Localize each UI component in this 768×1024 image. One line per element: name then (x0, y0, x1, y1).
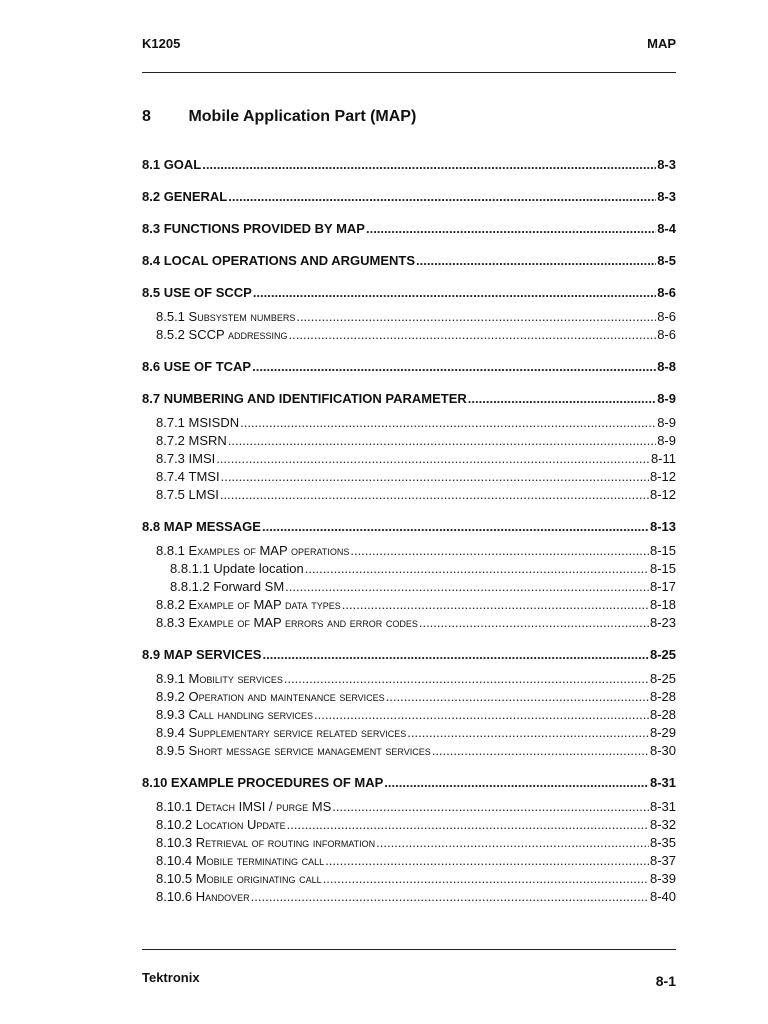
toc-entry-text: Subsystem numbers (188, 309, 296, 324)
toc-entry-page: 8-4 (657, 221, 676, 236)
toc-entry-title (142, 156, 201, 174)
toc-entry-text: GOAL (163, 157, 202, 172)
toc-entry-number: 8.9.3 (156, 707, 189, 722)
toc-entry-page: 8-5 (657, 253, 676, 268)
toc-entry-page: 8-23 (649, 615, 676, 630)
toc-entry[interactable] (142, 284, 676, 302)
toc-entry-page: 8-30 (649, 743, 676, 758)
toc-entry-number: 8.1 (142, 157, 164, 172)
toc-entry-title (156, 414, 239, 432)
toc-entry[interactable] (142, 596, 676, 614)
toc-entry[interactable] (142, 414, 676, 432)
toc-entry-title (156, 742, 431, 760)
toc-entry-text: Mobile terminating call (195, 853, 325, 868)
toc-entry[interactable] (142, 578, 676, 596)
toc-leader-dots (366, 220, 656, 238)
toc-entry-page: 8-31 (649, 775, 676, 790)
toc-entry-number: 8.2 (142, 189, 164, 204)
toc-entry-page: 8-11 (650, 451, 676, 466)
toc-leader-dots (262, 518, 649, 536)
toc-entry-title (142, 252, 415, 270)
toc-entry[interactable] (142, 518, 676, 536)
toc-entry[interactable] (142, 888, 676, 906)
toc-entry[interactable] (142, 450, 676, 468)
toc-entry-number: 8.7.2 (156, 433, 189, 448)
toc-entry-page: 8-9 (657, 433, 676, 448)
toc-entry[interactable] (142, 688, 676, 706)
toc-entry-text: Example of MAP data types (188, 597, 341, 612)
toc-entry-text: GENERAL (163, 189, 228, 204)
toc-entry-number: 8.10 (142, 775, 171, 790)
toc-leader-dots (376, 834, 649, 852)
toc-leader-dots (228, 188, 656, 206)
toc-entry-title (142, 358, 251, 376)
toc-entry-number: 8.9 (142, 647, 164, 662)
toc-entry-text: SCCP addressing (188, 327, 288, 342)
toc-entry-text: Supplementary service related services (188, 725, 407, 740)
toc-entry[interactable] (142, 852, 676, 870)
toc-entry-page: 8-3 (657, 157, 676, 172)
toc-leader-dots (323, 870, 649, 888)
toc-entry-page: 8-37 (649, 853, 676, 868)
toc-entry-title (142, 188, 227, 206)
toc-entry-number: 8.8.2 (156, 597, 189, 612)
toc-entry-title (156, 542, 349, 560)
toc-entry-number: 8.8 (142, 519, 164, 534)
header-rule (142, 72, 676, 73)
toc-entry-text: NUMBERING AND IDENTIFICATION PARAMETER (163, 391, 467, 406)
toc-entry-text: Mobile originating call (195, 871, 322, 886)
toc-entry-text: Operation and maintenance services (188, 689, 385, 704)
toc-leader-dots (296, 308, 656, 326)
toc-entry[interactable] (142, 390, 676, 408)
toc-entry[interactable] (142, 432, 676, 450)
toc-entry-page: 8-9 (657, 391, 676, 406)
toc-leader-dots (325, 852, 649, 870)
toc-entry[interactable] (142, 706, 676, 724)
toc-entry-page: 8-15 (649, 561, 676, 576)
toc-entry-title (156, 670, 283, 688)
footer-rule (142, 949, 676, 950)
toc-entry-number: 8.7.1 (156, 415, 189, 430)
toc-entry-text: Short message service management services (188, 743, 431, 758)
toc-leader-dots (384, 774, 649, 792)
toc-entry-title (156, 486, 219, 504)
toc-entry-page: 8-40 (649, 889, 676, 904)
toc-entry-number: 8.9.2 (156, 689, 189, 704)
toc-entry[interactable] (142, 326, 676, 344)
page-number: 8-1 (655, 973, 676, 989)
toc-entry-page: 8-6 (657, 309, 676, 324)
toc-entry-text: Location Update (195, 817, 286, 832)
toc-entry[interactable] (142, 742, 676, 760)
toc-entry[interactable] (142, 614, 676, 632)
toc-leader-dots (287, 816, 649, 834)
chapter-title: Mobile Application Part (MAP) (188, 108, 417, 125)
chapter-heading (142, 108, 416, 126)
toc-leader-dots (289, 326, 657, 344)
toc-entry-number: 8.5.2 (156, 327, 189, 342)
toc-entry-title (156, 326, 288, 344)
toc-entry-text: LOCAL OPERATIONS AND ARGUMENTS (163, 253, 416, 268)
toc-entry[interactable] (142, 670, 676, 688)
toc-entry[interactable] (142, 646, 676, 664)
toc-leader-dots (221, 468, 649, 486)
toc-entry-page: 8-13 (649, 519, 676, 534)
toc-entry-number: 8.10.2 (156, 817, 196, 832)
toc-entry-text: Example of MAP errors and error codes (188, 615, 418, 630)
toc-entry-title (156, 724, 406, 742)
toc-entry-number: 8.10.3 (156, 835, 196, 850)
toc-entry-page: 8-32 (649, 817, 676, 832)
toc-entry[interactable] (142, 542, 676, 560)
toc-entry-number: 8.5 (142, 285, 164, 300)
toc-entry-page: 8-31 (649, 799, 676, 814)
toc-entry-page: 8-8 (657, 359, 676, 374)
page-header (142, 36, 676, 54)
toc-entry-page: 8-17 (649, 579, 676, 594)
toc-entry-page: 8-29 (649, 725, 676, 740)
toc-entry-page: 8-18 (649, 597, 676, 612)
toc-entry-title (156, 468, 220, 486)
toc-entry[interactable] (142, 220, 676, 238)
toc-entry[interactable] (142, 834, 676, 852)
toc-entry-page: 8-12 (649, 487, 676, 502)
toc-entry[interactable] (142, 870, 676, 888)
toc-entry-title (142, 284, 252, 302)
toc-entry-page: 8-25 (649, 671, 676, 686)
toc-entry-page: 8-28 (649, 689, 676, 704)
toc-leader-dots (228, 432, 656, 450)
toc-entry-number: 8.10.1 (156, 799, 196, 814)
toc-entry-text: MSISDN (188, 415, 240, 430)
toc-entry-number: 8.9.4 (156, 725, 189, 740)
toc-leader-dots (251, 888, 649, 906)
toc-entry[interactable] (142, 774, 676, 792)
toc-entry-number: 8.9.1 (156, 671, 189, 686)
toc-entry-title (156, 870, 322, 888)
toc-entry-number: 8.8.1.1 (170, 561, 214, 576)
toc-entry-title (142, 646, 261, 664)
toc-entry-text: Update location (213, 561, 304, 576)
toc-entry-number: 8.7.3 (156, 451, 189, 466)
toc-entry-page: 8-35 (649, 835, 676, 850)
toc-entry-page: 8-6 (657, 327, 676, 342)
toc-entry-text: Forward SM (213, 579, 285, 594)
toc-entry-text: Retrieval of routing information (195, 835, 376, 850)
toc-entry-text: USE OF TCAP (163, 359, 252, 374)
section-name: MAP (647, 36, 676, 51)
toc-entry-page: 8-39 (649, 871, 676, 886)
publisher-name: Tektronix (142, 970, 200, 985)
toc-entry-text: IMSI (188, 451, 216, 466)
toc-entry[interactable] (142, 486, 676, 504)
toc-entry-text: Mobility services (188, 671, 283, 686)
toc-entry-text: FUNCTIONS PROVIDED BY MAP (163, 221, 365, 236)
toc-leader-dots (314, 706, 649, 724)
toc-entry-title (156, 688, 385, 706)
toc-entry-title (156, 432, 227, 450)
toc-entry-text: MAP MESSAGE (163, 519, 261, 534)
toc-entry-number: 8.3 (142, 221, 164, 236)
toc-entry-title (142, 390, 467, 408)
toc-entry-number: 8.7.5 (156, 487, 189, 502)
toc-entry-title (170, 578, 284, 596)
toc-leader-dots (284, 670, 649, 688)
toc-entry[interactable] (142, 560, 676, 578)
toc-leader-dots (220, 486, 649, 504)
toc-leader-dots (253, 284, 656, 302)
toc-entry-title (156, 614, 418, 632)
toc-leader-dots (350, 542, 649, 560)
toc-leader-dots (432, 742, 649, 760)
toc-entry-text: MAP SERVICES (163, 647, 262, 662)
toc-entry-number: 8.10.6 (156, 889, 196, 904)
toc-entry-text: TMSI (188, 469, 220, 484)
toc-entry[interactable] (142, 816, 676, 834)
toc-leader-dots (386, 688, 649, 706)
toc-entry-page: 8-15 (649, 543, 676, 558)
toc-entry-text: MSRN (188, 433, 227, 448)
toc-entry[interactable] (142, 252, 676, 270)
toc-leader-dots (342, 596, 649, 614)
toc-leader-dots (216, 450, 650, 468)
toc-leader-dots (416, 252, 656, 270)
toc-leader-dots (252, 358, 656, 376)
toc-entry-title (156, 834, 375, 852)
toc-entry-title (156, 816, 286, 834)
toc-leader-dots (240, 414, 656, 432)
toc-entry[interactable] (142, 188, 676, 206)
toc-leader-dots (468, 390, 656, 408)
toc-entry-number: 8.7 (142, 391, 164, 406)
toc-entry[interactable] (142, 358, 676, 376)
toc-leader-dots (262, 646, 649, 664)
toc-entry-title (156, 852, 324, 870)
toc-leader-dots (285, 578, 649, 596)
toc-entry-page: 8-9 (657, 415, 676, 430)
toc-entry-page: 8-25 (649, 647, 676, 662)
table-of-contents (142, 156, 676, 906)
toc-leader-dots (202, 156, 656, 174)
toc-entry-page: 8-3 (657, 189, 676, 204)
toc-entry[interactable] (142, 468, 676, 486)
toc-entry-number: 8.9.5 (156, 743, 189, 758)
toc-entry-title (156, 450, 215, 468)
toc-entry-number: 8.8.1 (156, 543, 189, 558)
toc-entry-number: 8.4 (142, 253, 164, 268)
toc-entry[interactable] (142, 156, 676, 174)
page-footer (142, 969, 676, 989)
toc-entry-title (156, 706, 313, 724)
toc-entry-text: Detach IMSI / purge MS (195, 799, 332, 814)
toc-entry-number: 8.8.1.2 (170, 579, 214, 594)
toc-entry-number: 8.10.4 (156, 853, 196, 868)
toc-entry-text: Examples of MAP operations (188, 543, 350, 558)
toc-entry-page: 8-12 (649, 469, 676, 484)
toc-entry-number: 8.6 (142, 359, 164, 374)
document-code: K1205 (142, 36, 181, 51)
toc-entry-title (142, 774, 383, 792)
toc-entry-title (142, 518, 261, 536)
toc-entry-page: 8-28 (649, 707, 676, 722)
toc-entry-text: USE OF SCCP (163, 285, 252, 300)
toc-entry-page: 8-6 (657, 285, 676, 300)
toc-entry-title (156, 308, 295, 326)
toc-entry-title (156, 798, 331, 816)
toc-entry[interactable] (142, 308, 676, 326)
toc-leader-dots (305, 560, 649, 578)
toc-entry-number: 8.8.3 (156, 615, 189, 630)
toc-entry[interactable] (142, 724, 676, 742)
toc-entry-number: 8.7.4 (156, 469, 189, 484)
toc-entry-title (170, 560, 304, 578)
toc-entry-text: Call handling services (188, 707, 314, 722)
toc-entry-title (156, 888, 250, 906)
toc-entry-title (156, 596, 341, 614)
toc-leader-dots (407, 724, 649, 742)
toc-entry-text: Handover (195, 889, 250, 904)
toc-entry[interactable] (142, 798, 676, 816)
toc-entry-number: 8.5.1 (156, 309, 189, 324)
toc-entry-text: EXAMPLE PROCEDURES OF MAP (170, 775, 384, 790)
toc-entry-text: LMSI (188, 487, 219, 502)
toc-leader-dots (419, 614, 649, 632)
chapter-number: 8 (142, 108, 151, 125)
toc-entry-title (142, 220, 365, 238)
toc-entry-number: 8.10.5 (156, 871, 196, 886)
toc-leader-dots (332, 798, 649, 816)
